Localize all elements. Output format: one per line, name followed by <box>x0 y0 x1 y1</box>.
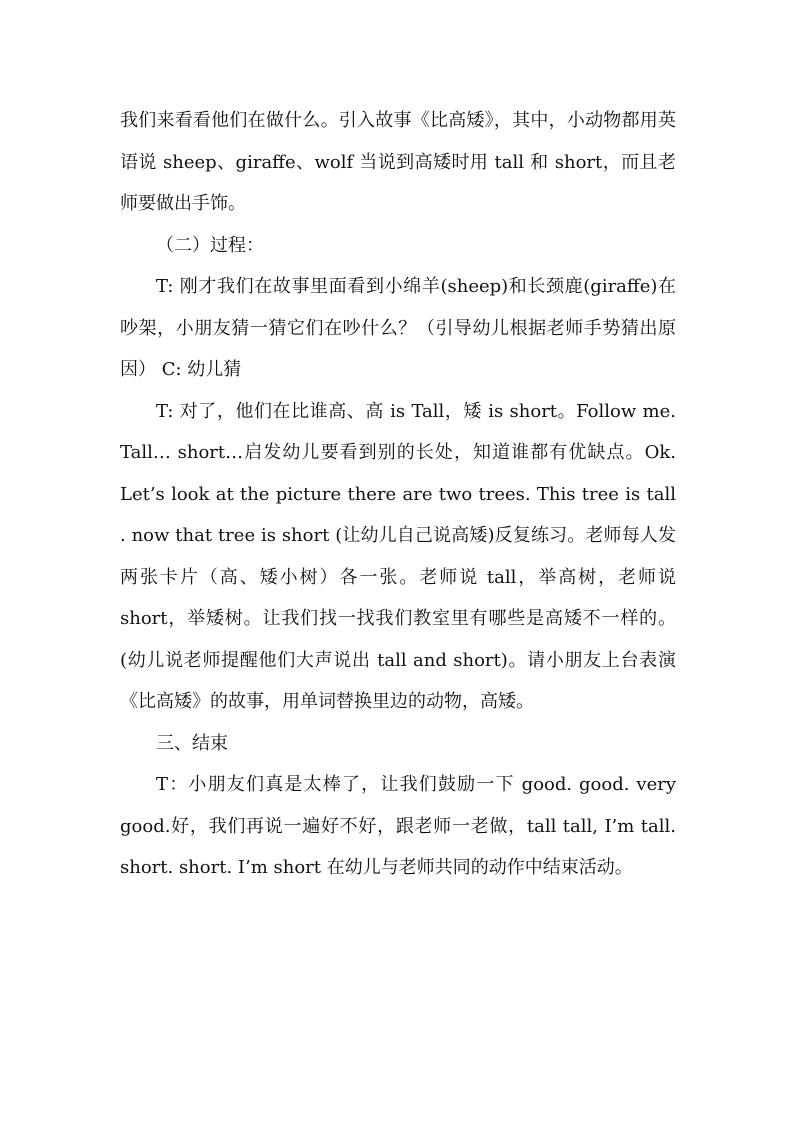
end-paragraph: T：小朋友们真是太棒了，让我们鼓励一下 good. good. very good.好，我们再说一遍好不好，跟老师一老做，tall tall, I’m tall. short. short. I’m short 在幼儿与老师共同的动作中结束活动。 <box>120 774 676 878</box>
section-heading-process: （二）过程： <box>156 234 264 256</box>
process-paragraph-2: T: 对了，他们在比谁高、高 is Tall，矮 is short。Follow me. Tall… short…启发幼儿要看到别的长处，知道谁都有优缺点。Ok. Let’s look at the picture there are two trees. This tree is tall . now that tree is short (让幼儿自己说高矮)反复练习。老师每人发两张卡片（高、矮小树）各一张。老师说 tall，举高树，老师说 short，举矮树。让我们找一找我们教室里有哪些是高矮不一样的。(幼儿说老师提醒他们大声说出 tall and short)。请小朋友上台表演《比高矮》的故事，用单词替换里边的动物，高矮。 <box>120 400 676 712</box>
document-body <box>120 100 676 889</box>
intro-paragraph: 我们来看看他们在做什么。引入故事《比高矮》，其中，小动物都用英语说 sheep、giraffe、wolf 当说到高矮时用 tall 和 short，而且老师要做出手饰。 <box>120 110 676 214</box>
section-heading-end: 三、结束 <box>156 732 228 754</box>
process-paragraph-1: T: 刚才我们在故事里面看到小绵羊(sheep)和长颈鹿(giraffe)在吵架，小朋友猜一猜它们在吵什么？（引导幼儿根据老师手势猜出原因） C: 幼儿猜 <box>120 276 676 380</box>
